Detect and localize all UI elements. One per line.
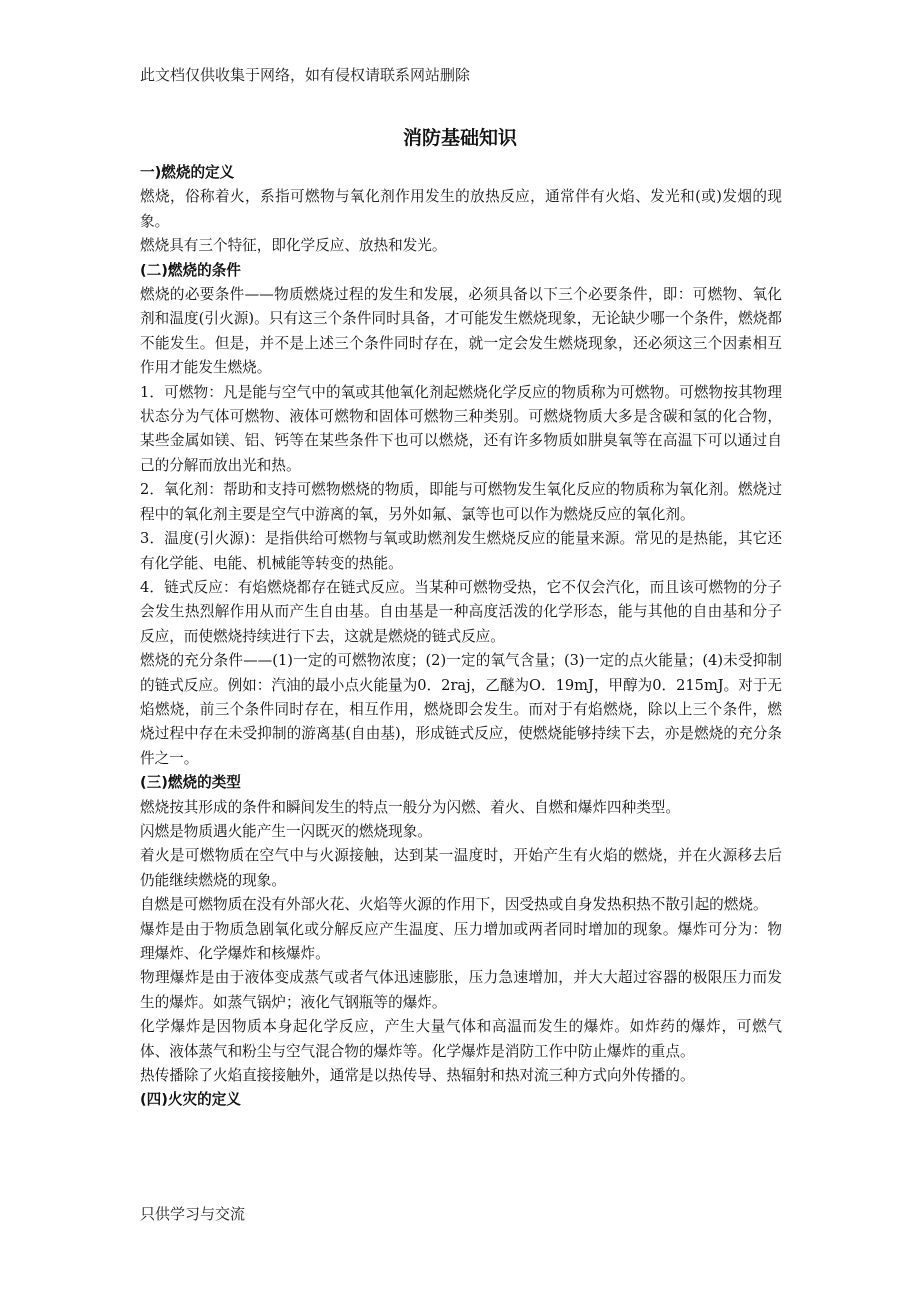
page-header-notice: 此文档仅供收集于网络，如有侵权请联系网站删除 bbox=[140, 66, 471, 84]
paragraph: 2．氧化剂：帮助和支持可燃物燃烧的物质，即能与可燃物发生氧化反应的物质称为氧化剂。燃烧过程中的氧化剂主要是空气中游离的氧，另外如氟、氯等也可以作为燃烧反应的氧化剂。 bbox=[140, 481, 782, 523]
document-body bbox=[140, 161, 782, 1113]
paragraph: 燃烧，俗称着火，系指可燃物与氧化剂作用发生的放热反应，通常伴有火焰、发光和(或)发烟的现象。 bbox=[140, 188, 782, 230]
section-heading: (三)燃烧的类型 bbox=[140, 774, 241, 792]
paragraph: 自燃是可燃物质在没有外部火花、火焰等火源的作用下，因受热或自身发热积热不散引起的燃烧。 bbox=[140, 896, 768, 914]
section-heading: (四)火灾的定义 bbox=[140, 1091, 241, 1109]
paragraph: 燃烧具有三个特征，即化学反应、放热和发光。 bbox=[140, 237, 447, 255]
paragraph: 1．可燃物：凡是能与空气中的氧或其他氧化剂起燃烧化学反应的物质称为可燃物。可燃物按其物理状态分为气体可燃物、液体可燃物和固体可燃物三种类别。可燃烧物质大多是含碳和氢的化合物，某些金属如镁、铝、钙等在某些条件下也可以燃烧，还有许多物质如肼臭氧等在高温下可以通过自己的分解而放出光和热。 bbox=[140, 383, 782, 474]
paragraph: 3．温度(引火源)：是指供给可燃物与氧或助燃剂发生燃烧反应的能量来源。常见的是热能，其它还有化学能、电能、机械能等转变的热能。 bbox=[140, 530, 782, 572]
page-title: 消防基础知识 bbox=[402, 127, 517, 149]
paragraph: 燃烧的充分条件——(1)一定的可燃物浓度；(2)一定的氧气含量；(3)一定的点火能量；(4)未受抑制的链式反应。例如：汽油的最小点火能量为0．2raj，乙醚为O．19mJ，甲醇为0．215mJ。对于无焰燃烧，前三个条件同时存在，相互作用，燃烧即会发生。而对于有焰燃烧，除以上三个条件，燃烧过程中存在未受抑制的游离基(自由基)，形成链式反应，使燃烧能够持续下去，亦是燃烧的充分条件之一。 bbox=[140, 652, 783, 767]
paragraph: 着火是可燃物质在空气中与火源接触，达到某一温度时，开始产生有火焰的燃烧，并在火源移去后仍能继续燃烧的现象。 bbox=[140, 847, 782, 889]
paragraph: 4．链式反应：有焰燃烧都存在链式反应。当某种可燃物受热，它不仅会汽化，而且该可燃物的分子会发生热烈解作用从而产生自由基。自由基是一种高度活泼的化学形态，能与其他的自由基和分子反应，而使燃烧持续进行下去，这就是燃烧的链式反应。 bbox=[140, 578, 782, 645]
page-footer-notice: 只供学习与交流 bbox=[140, 1205, 246, 1223]
paragraph: 物理爆炸是由于液体变成蒸气或者气体迅速膨胀，压力急速增加，并大大超过容器的极限压力而发生的爆炸。如蒸气锅炉；液化气钢瓶等的爆炸。 bbox=[140, 969, 782, 1011]
paragraph: 化学爆炸是因物质本身起化学反应，产生大量气体和高温而发生的爆炸。如炸药的爆炸，可燃气体、液体蒸气和粉尘与空气混合物的爆炸等。化学爆炸是消防工作中防止爆炸的重点。 bbox=[140, 1018, 782, 1060]
paragraph: 爆炸是由于物质急剧氧化或分解反应产生温度、压力增加或两者同时增加的现象。爆炸可分为：物理爆炸、化学爆炸和核爆炸。 bbox=[140, 920, 782, 962]
section-heading: (二)燃烧的条件 bbox=[140, 261, 241, 279]
paragraph: 闪燃是物质遇火能产生一闪既灭的燃烧现象。 bbox=[140, 822, 432, 840]
paragraph: 燃烧的必要条件——物质燃烧过程的发生和发展，必须具备以下三个必要条件，即：可燃物、氧化剂和温度(引火源)。只有这三个条件同时具备，才可能发生燃烧现象，无论缺少哪一个条件，燃烧都不能发生。但是，并不是上述三个条件同时存在，就一定会发生燃烧现象，还必须这三个因素相互作用才能发生燃烧。 bbox=[140, 286, 782, 377]
paragraph: 燃烧按其形成的条件和瞬间发生的特点一般分为闪燃、着火、自燃和爆炸四种类型。 bbox=[140, 798, 680, 816]
paragraph: 热传播除了火焰直接接触外，通常是以热传导、热辐射和热对流三种方式向外传播的。 bbox=[140, 1067, 695, 1085]
section-heading: 一)燃烧的定义 bbox=[140, 164, 235, 181]
